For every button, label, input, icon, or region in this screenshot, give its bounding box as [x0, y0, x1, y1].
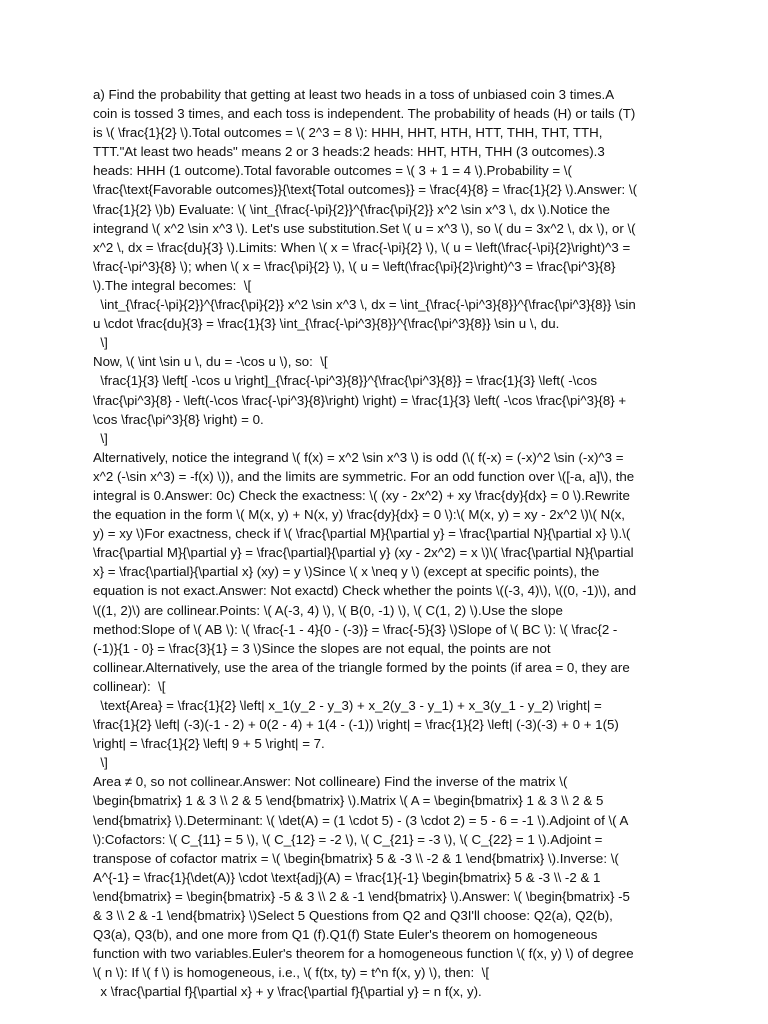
text-line: \frac{1}{2} \)b) Evaluate: \( \int_{\frac{-\pi}{2}}^{\frac{\pi}{2}} x^2 \sin x^3 \, dx \).Notice the: [93, 201, 610, 217]
text-line: \frac{-\pi^3}{8} \); when \( x = \frac{\pi}{2} \), \( u = \left(\frac{\pi}{2}\right)^3 = \frac{\pi^3}{8}: [93, 258, 616, 274]
text-line: (-1)}{1 - 0} = \frac{3}{1} = 3 \)Since the slopes are not equal, the points are not: [93, 640, 551, 656]
text-line: integrand \( x^2 \sin x^3 \). Let's use substitution.Set \( u = x^3 \), so \( du = 3x^2 \, dx \), or \(: [93, 220, 636, 236]
text-line: Now, \( \int \sin u \, du = -\cos u \), so: \[: [93, 354, 328, 370]
text-line: Q3(a), Q3(b), and one more from Q1 (f).Q1(f) State Euler's theorem on homogeneous: [93, 927, 598, 943]
text-line: & 3 \\ 2 & -1 \end{bmatrix} \)Select 5 Questions from Q2 and Q3I'll choose: Q2(a), Q2(b),: [93, 908, 613, 924]
text-line: the equation in the form \( M(x, y) + N(x, y) \frac{dy}{dx} = 0 \):\( M(x, y) = xy - 2x^2 \)\( N(x,: [93, 507, 625, 523]
text-line: Alternatively, notice the integrand \( f(x) = x^2 \sin x^3 \) is odd (\( f(-x) = (-x)^2 \sin (-x)^3 =: [93, 449, 624, 465]
text-line: \end{bmatrix} \).Determinant: \( \det(A) = (1 \cdot 5) - (3 \cdot 2) = 5 - 6 = -1 \).Adjoint of \( A: [93, 812, 629, 828]
text-line: collinear): \[: [93, 678, 166, 694]
text-line: \right| = \frac{1}{2} \left| 9 + 5 \right| = 7.: [93, 736, 325, 752]
text-line: \frac{\pi^3}{8} - \left(-\cos \frac{-\pi^3}{8}\right) \right) = \frac{1}{3} \left( -\cos \frac{\pi^3}{8} +: [93, 392, 627, 408]
text-line: x} = \frac{\partial}{\partial x} (xy) = y \)Since \( x \neq y \) (except at specific points), the: [93, 564, 600, 580]
text-line: a) Find the probability that getting at least two heads in a toss of unbiased coin 3 times.A: [93, 87, 615, 102]
text-line: u \cdot \frac{du}{3} = \frac{1}{3} \int_{\frac{-\pi^3}{8}}^{\frac{\pi^3}{8}} \sin u \, du.: [93, 316, 560, 332]
text-line: y) = xy \)For exactness, check if \( \frac{\partial M}{\partial y} = \frac{\partial N}{\partial x} \).\(: [93, 526, 631, 542]
text-line: \begin{bmatrix} 1 & 3 \\ 2 & 5 \end{bmatrix} \).Matrix \( A = \begin{bmatrix} 1 & 3 \\ 2 & 5: [93, 793, 604, 809]
text-line: collinear.Alternatively, use the area of the triangle formed by the points (if area = 0, they are: [93, 659, 630, 675]
text-line: x \frac{\partial f}{\partial x} + y \frac{\partial f}{\partial y} = n f(x, y).: [93, 984, 482, 1000]
text-line: \):Cofactors: \( C_{11} = 5 \), \( C_{12} = -2 \), \( C_{21} = -3 \), \( C_{22} = 1 \).Adjoint =: [93, 831, 603, 847]
text-line: \text{Area} = \frac{1}{2} \left| x_1(y_2 - y_3) + x_2(y_3 - y_1) + x_3(y_1 - y_2) \right| =: [93, 698, 602, 713]
text-line: \).The integral becomes: \[: [93, 277, 252, 293]
text-line: transpose of cofactor matrix = \( \begin{bmatrix} 5 & -3 \\ -2 & 1 \end{bmatrix} \).Inverse: \(: [93, 850, 619, 866]
text-line: x^2 \, dx = \frac{du}{3} \).Limits: When \( x = \frac{-\pi}{2} \), \( u = \left(\frac{-\pi}{2}\right)^3 =: [93, 239, 631, 255]
text-line: x^2 (-\sin x^3) = -f(x) \)), and the limits are symmetric. For an odd function over \([-a, a]\), the: [93, 468, 635, 484]
text-line: \]: [93, 335, 108, 351]
text-line: \int_{\frac{-\pi}{2}}^{\frac{\pi}{2}} x^2 \sin x^3 \, dx = \int_{\frac{-\pi^3}{8}}^{\frac{\pi^3}{8}} \sin: [93, 297, 636, 313]
text-line: is \( \frac{1}{2} \).Total outcomes = \( 2^3 = 8 \): HHH, HHT, HTH, HTT, THH, THT, TTH,: [93, 125, 603, 141]
text-line: \( n \): If \( f \) is homogeneous, i.e., \( f(tx, ty) = t^n f(x, y) \), then: \[: [93, 965, 490, 981]
text-line: \frac{\text{Favorable outcomes}}{\text{Total outcomes}} = \frac{4}{8} = \frac{1}{2} \).Answer: \(: [93, 182, 638, 198]
text-line: equation is not exact.Answer: Not exactd) Check whether the points \((-3, 4)\), \((0, -1)\), and: [93, 583, 637, 599]
text-line: integral is 0.Answer: 0c) Check the exactness: \( (xy - 2x^2) + xy \frac{dy}{dx} = 0 \).Rewrite: [93, 487, 630, 503]
text-line: TTT."At least two heads" means 2 or 3 heads:2 heads: HHT, HTH, THH (3 outcomes).3: [93, 144, 605, 160]
text-line: \frac{1}{2} \left| (-3)(-1 - 2) + 0(2 - 4) + 1(4 - (-1)) \right| = \frac{1}{2} \left| (-3)(-3) + 0 + 1(5): [93, 717, 619, 733]
text-line: \end{bmatrix} = \begin{bmatrix} -5 & 3 \\ 2 & -1 \end{bmatrix} \).Answer: \( \begin{bmatrix} -5: [93, 888, 630, 904]
text-line: function with two variables.Euler's theorem for a homogeneous function \( f(x, y) \) of degree: [93, 946, 634, 962]
text-line: coin is tossed 3 times, and each toss is independent. The probability of heads (H) or tails (T): [93, 106, 636, 122]
text-line: \cos \frac{\pi^3}{8} \right) = 0.: [93, 411, 264, 427]
text-line: \frac{1}{3} \left[ -\cos u \right]_{\frac{-\pi^3}{8}}^{\frac{\pi^3}{8}} = \frac{1}{3} \left( -\cos: [93, 373, 598, 389]
document-text-block: [93, 85, 677, 1002]
text-line: \]: [93, 755, 108, 771]
text-line: \frac{\partial M}{\partial y} = \frac{\partial}{\partial y} (xy - 2x^2) = x \)\( \frac{\partial N}{\partial: [93, 545, 634, 561]
text-line: method:Slope of \( AB \): \( \frac{-1 - 4}{0 - (-3)} = \frac{-5}{3} \)Slope of \( BC \): \( \frac{2 -: [93, 621, 618, 637]
text-line: Area ≠ 0, so not collinear.Answer: Not collineare) Find the inverse of the matrix \(: [93, 774, 568, 790]
text-line: \]: [93, 430, 108, 446]
text-line: \((1, 2)\) are collinear.Points: \( A(-3, 4) \), \( B(0, -1) \), \( C(1, 2) \).Use the slope: [93, 602, 563, 618]
text-line: heads: HHH (1 outcome).Total favorable outcomes = \( 3 + 1 = 4 \).Probability = \(: [93, 163, 572, 179]
text-line: A^{-1} = \frac{1}{\det(A)} \cdot \text{adj}(A) = \frac{1}{-1} \begin{bmatrix} 5 & -3 \\ -2 & 1: [93, 869, 601, 885]
